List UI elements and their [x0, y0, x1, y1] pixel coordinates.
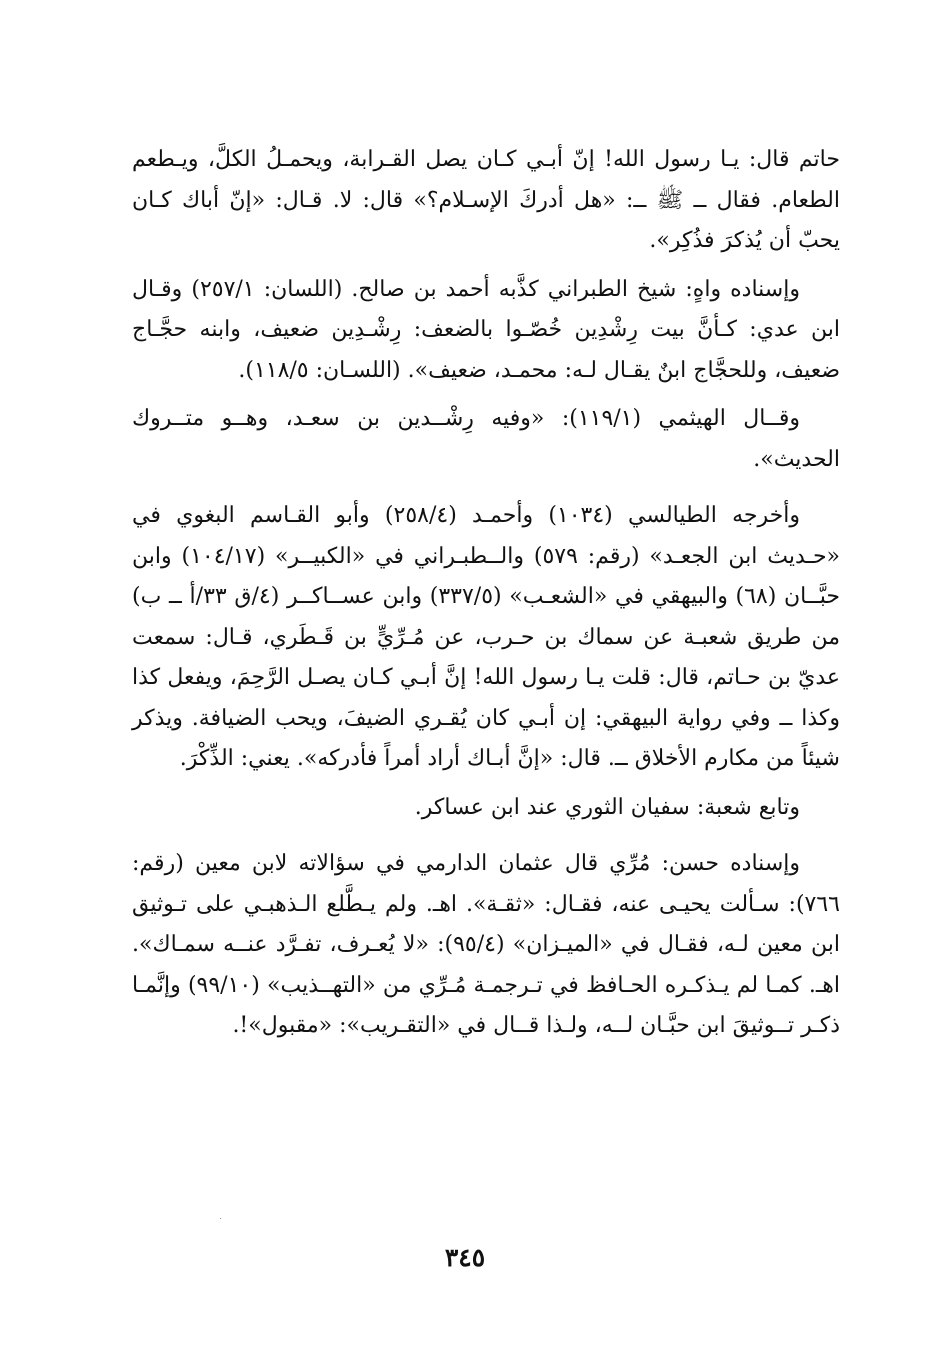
paragraph-takhrij: وأخرجه الطيالسي (١٠٣٤) وأحمـد (٢٥٨/٤) وأبو القـاسم البغوي في «حـديث ابن الجعـد» (رقم: ٥٧٩) والــطبـراني في «الكبيــر» (١٠٤/١٧) وابن حبَّــان (٦٨) والبيهقي في «الشعـب» (٣٣٧/٥) وابن عســاكــر (٤/ق ٣٣/أ ــ ب) من طريق شعبـة عن سماك بن حـرب، عن مُـرِّيٍّ بن قَـطَري، قـال: سمعت عديّ بن حـاتم، قال: قلت يـا رسول الله! إنَّ أبـي كـان يصـل الرَّحِمَ، ويفعل كذا وكذا ــ وفي رواية البيهقي: إن أبـي كان يُقـري الضيفَ، ويحب الضيافة. ويذكر شيئاً من مكارم الأخلاق ــ. قال: «إنَّ أبـاك أراد أمراً فأدركه». يعني: الذِّكْرَ. [132, 503, 840, 771]
paragraph-mutaba-shuba: وتابع شعبة: سفيان الثوري عند ابن عساكر. [414, 794, 800, 820]
paragraph-isnad-weak: وإسناده واهٍ: شيخ الطبراني كذَّبه أحمد بن صالح. (اللسان: ٢٥٧/١) وقـال ابن عدي: كـأنَّ بيت رِشْدِين خُصّـوا بالضعف: رِشْـدِين ضعيف، وابنه حجَّـاج ضعيف، وللحجَّاج ابنٌ يقـال لـه: محمـد، ضعيف». (اللسـان: ١١٨/٥). [132, 276, 840, 383]
paragraph-haythami: وقــال الهيثمي (١١٩/١): «وفيه رِشْــدين بن سعـد، وهــو متــروك الحديث». [132, 406, 840, 472]
scan-speck [220, 1218, 221, 1219]
paragraph-isnad-hasan: وإسناده حسن: مُرِّي قال عثمان الدارمي في سؤالاته لابن معين (رقم: ٧٦٦): سـألت يحيـى عنه، فقـال: «ثقـة». اهـ. ولم يـطَّلع الـذهبـي على تـوثيق ابن معين لـه، فقـال في «الميـزان» (٩٥/٤): «لا يُعـرف، تفـرَّد عنــه سمـاك». اهـ. كمـا لم يـذكـره الحـافظ في تـرجمـة مُـرِّي من «التهــذيب» (٩٩/١٠) وإنَّمـا ذكـر تــوثيقَ ابن حبَّـان لــه، ولـذا قــال في «التقـريب»: «مقبول»!. [132, 851, 840, 1038]
page-body [132, 140, 840, 1047]
page-number: ٣٤٥ [444, 1243, 486, 1272]
paragraph-hadith-continuation: حاتم قال: يـا رسول الله! إنّ أبـي كـان يصل القـرابة، ويحمـلُ الكلَّ، ويـطعم الطعام. فقال ــ ﷺ ــ: «هل أدركَ الإسـلام؟» قال: لا. قـال: «إنّ أباك كـان يحبّ أن يُذكرَ فذُكِر». [132, 147, 840, 253]
